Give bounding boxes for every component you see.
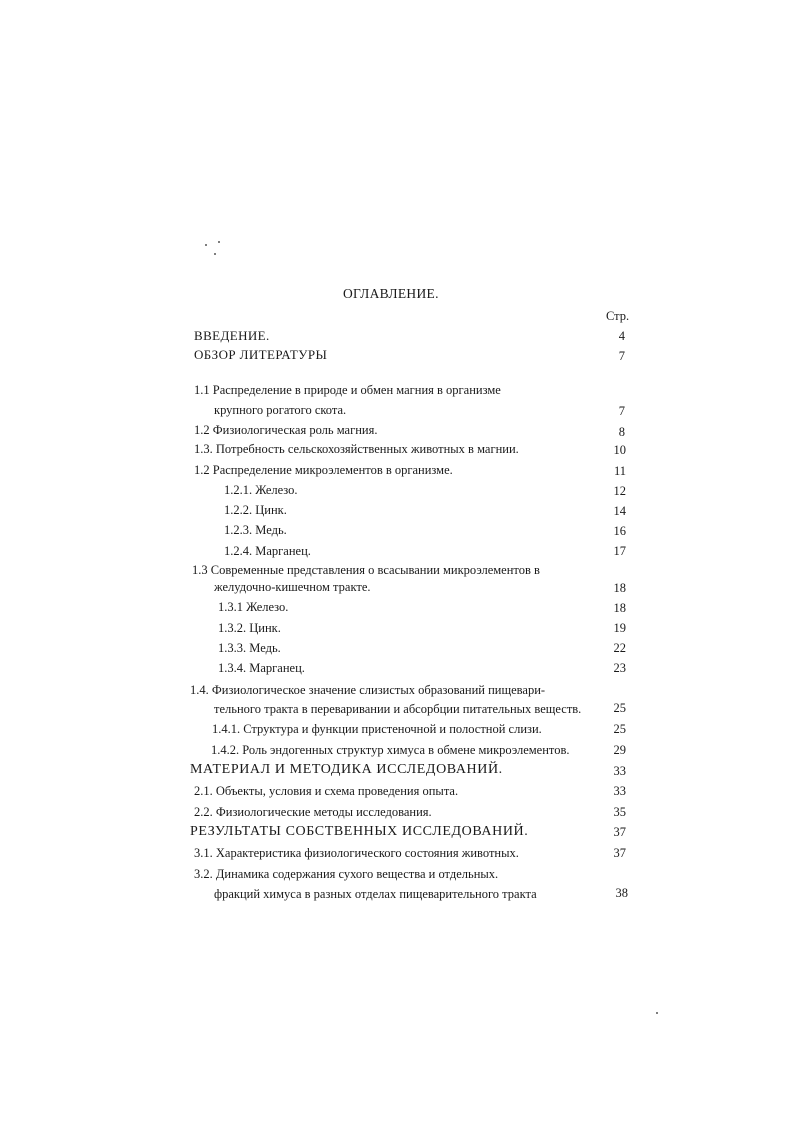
toc-entry-1-4-label-cont: тельного тракта в переваривании и абсорбции питательных веществ.	[214, 702, 582, 716]
toc-entry-1-3-1-label: 1.3.1 Железо.	[218, 600, 289, 614]
toc-entry-2-1-label: 2.1. Объекты, условия и схема проведения опыта.	[194, 784, 459, 798]
toc-entry-3-1-page: 37	[613, 846, 626, 860]
scan-speck	[214, 253, 216, 255]
toc-entry-1-2-3-page: 16	[613, 524, 626, 538]
toc-entry-1-2a-page: 8	[618, 425, 625, 439]
toc-entry-3-2-label: 3.2. Динамика содержания сухого вещества и отдельных.	[194, 867, 499, 881]
toc-entry-1-3-2-label: 1.3.2. Цинк.	[218, 621, 281, 635]
toc-entry-1-3-1-page: 18	[613, 601, 626, 615]
toc-entry-results-label: РЕЗУЛЬТАТЫ СОБСТВЕННЫХ ИССЛЕДОВАНИЙ.	[190, 824, 529, 839]
toc-entry-1-3b-label: 1.3 Современные представления о всасывании микроэлементов в	[192, 563, 540, 577]
toc-entry-1-4-page: 25	[613, 701, 626, 715]
toc-entry-1-2b-label: 1.2 Распределение микроэлементов в организме.	[194, 463, 453, 477]
toc-entry-2-2-label: 2.2. Физиологические методы исследования.	[194, 805, 432, 819]
scan-speck	[656, 1012, 658, 1014]
scan-speck	[205, 244, 207, 246]
toc-entry-1-2-2-page: 14	[613, 504, 626, 518]
toc-entry-3-2-label-cont: фракций химуса в разных отделах пищеварительного тракта	[214, 887, 537, 901]
toc-entry-1-3-4-page: 23	[613, 661, 626, 675]
toc-entry-2-1-page: 33	[613, 784, 626, 798]
toc-entry-1-2b-page: 11	[613, 464, 626, 478]
toc-entry-1-2a-label: 1.2 Физиологическая роль магния.	[194, 423, 378, 437]
toc-entry-material-page: 33	[613, 764, 626, 778]
toc-entry-3-1-label: 3.1. Характеристика физиологического состояния животных.	[194, 846, 519, 860]
toc-entry-1-4-2-page: 29	[613, 743, 626, 757]
toc-entry-1-3-4-label: 1.3.4. Марганец.	[218, 661, 305, 675]
toc-entry-1-3-3-label: 1.3.3. Медь.	[218, 641, 281, 655]
toc-title: ОГЛАВЛЕНИЕ.	[343, 286, 439, 301]
toc-entry-1-2-1-page: 12	[613, 484, 626, 498]
toc-entry-1-3a-page: 10	[613, 443, 626, 457]
toc-entry-3-2-page: 38	[615, 886, 628, 900]
toc-entry-1-2-3-label: 1.2.3. Медь.	[224, 523, 287, 537]
toc-entry-2-2-page: 35	[613, 805, 626, 819]
toc-entry-1-2-4-page: 17	[613, 544, 626, 558]
toc-entry-1-3-3-page: 22	[613, 641, 626, 655]
toc-entry-material-label: МАТЕРИАЛ И МЕТОДИКА ИССЛЕДОВАНИЙ.	[190, 762, 503, 777]
toc-entry-1-4-1-label: 1.4.1. Структура и функции пристеночной и полостной слизи.	[212, 722, 542, 736]
scan-speck	[218, 241, 220, 243]
page-column-label: Стр.	[606, 309, 630, 323]
toc-entry-1-1-label: 1.1 Распределение в природе и обмен магния в организме	[194, 383, 501, 397]
toc-entry-review-label: ОБЗОР ЛИТЕРАТУРЫ	[194, 347, 328, 362]
toc-entry-1-4-2-label: 1.4.2. Роль эндогенных структур химуса в обмене микроэлементов.	[211, 743, 570, 757]
toc-entry-1-2-1-label: 1.2.1. Железо.	[224, 483, 298, 497]
toc-entry-1-2-2-label: 1.2.2. Цинк.	[224, 503, 287, 517]
toc-entry-1-4-1-page: 25	[613, 722, 626, 736]
toc-entry-1-3b-page: 18	[613, 581, 626, 595]
toc-entry-intro-page: 4	[618, 329, 625, 343]
toc-entry-1-1-page: 7	[618, 404, 625, 418]
toc-entry-1-3b-label-cont: желудочно-кишечном тракте.	[214, 580, 371, 594]
toc-entry-1-2-4-label: 1.2.4. Марганец.	[224, 544, 311, 558]
toc-entry-1-3a-label: 1.3. Потребность сельскохозяйственных животных в магнии.	[194, 442, 519, 456]
toc-entry-1-4-label: 1.4. Физиологическое значение слизистых образований пищевари-	[190, 683, 546, 697]
toc-entry-1-1-label-cont: крупного рогатого скота.	[214, 403, 347, 417]
toc-entry-results-page: 37	[613, 825, 626, 839]
toc-entry-intro-label: ВВЕДЕНИЕ.	[194, 328, 270, 343]
toc-entry-review-page: 7	[618, 349, 625, 363]
toc-entry-1-3-2-page: 19	[613, 621, 626, 635]
